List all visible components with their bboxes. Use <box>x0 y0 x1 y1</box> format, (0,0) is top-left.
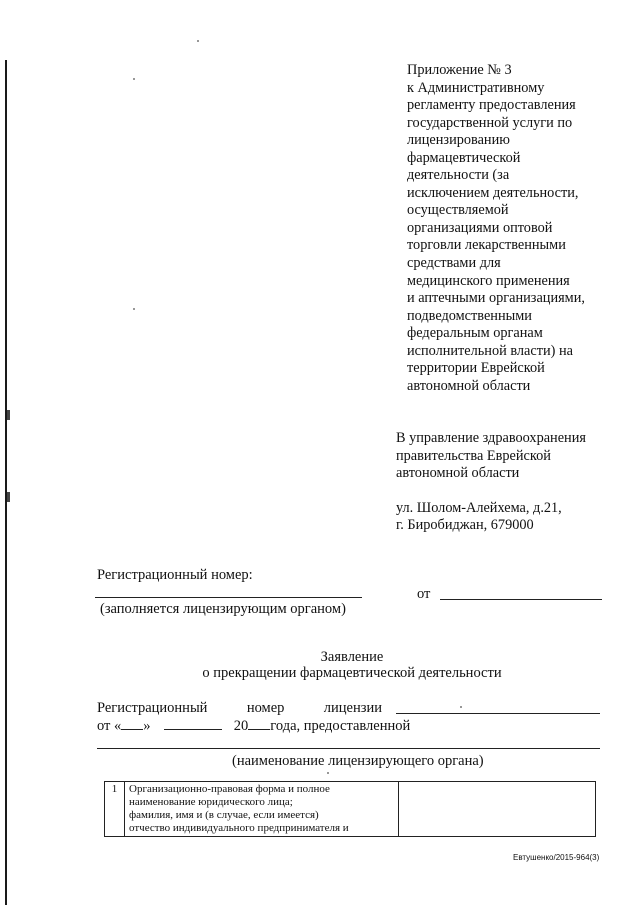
appendix-line: исключением деятельности, <box>407 184 579 201</box>
table-row-number: 1 <box>105 782 125 837</box>
license-label-word: лицензии <box>323 700 382 716</box>
table-desc-line: Организационно-правовая форма и полное <box>129 783 330 795</box>
scan-speck <box>197 40 199 42</box>
application-table <box>104 781 596 837</box>
license-date-prefix: от « <box>97 718 122 734</box>
appendix-line: Приложение № 3 <box>407 62 512 78</box>
addressee-org-line: В управление здравоохранения <box>396 430 586 446</box>
scan-mark <box>7 492 10 502</box>
license-month-field[interactable] <box>164 716 222 730</box>
appendix-line: средствами для <box>407 255 501 272</box>
registration-number-note: (заполняется лицензирующим органом) <box>100 601 346 617</box>
license-year-suffix: года, предоставленной <box>270 718 411 734</box>
license-label-word: номер <box>246 700 285 716</box>
scan-edge-line <box>5 60 7 905</box>
license-number-label <box>97 700 382 717</box>
table-row <box>105 782 596 837</box>
registration-number-label: Регистрационный номер: <box>97 567 253 583</box>
appendix-line: подведомственными <box>407 307 532 324</box>
addressee-org-line: правительства Еврейской <box>396 447 551 464</box>
appendix-line: территории Еврейской <box>407 360 545 377</box>
license-day-field[interactable] <box>121 716 143 730</box>
appendix-line: торговли лекарственными <box>407 237 566 254</box>
license-year-prefix: 20 <box>233 718 249 734</box>
appendix-block <box>407 62 622 395</box>
appendix-line: и аптечными организациями, <box>407 290 585 307</box>
appendix-line: федеральным органам <box>407 325 543 342</box>
registration-number-field[interactable] <box>95 597 362 598</box>
license-year-field[interactable] <box>248 716 270 730</box>
license-number-field[interactable] <box>396 713 600 714</box>
addressee-org-line: автономной области <box>396 465 520 481</box>
addressee-block <box>396 430 631 535</box>
scan-mark <box>7 410 10 420</box>
table-row-value[interactable] <box>399 782 596 837</box>
table-row-description <box>125 782 399 837</box>
appendix-line: фармацевтической <box>407 149 521 166</box>
scan-speck <box>133 78 135 80</box>
table-desc-line: фамилия, имя и (в случае, если имеется) <box>129 809 319 821</box>
scan-speck <box>327 772 329 774</box>
scan-speck <box>133 308 135 310</box>
license-date-close: » <box>143 718 151 734</box>
registration-date-label: от <box>417 586 431 602</box>
document-title: Заявление <box>320 649 384 665</box>
appendix-line: государственной услуги по <box>407 114 573 131</box>
license-label-word: Регистрационный <box>97 700 208 716</box>
appendix-line: автономной области <box>407 377 531 394</box>
appendix-line: лицензированию <box>407 132 510 149</box>
license-date-row <box>97 716 410 735</box>
appendix-line: медицинского применения <box>407 272 570 289</box>
addressee-address-line: ул. Шолом-Алейхема, д.21, <box>396 499 562 516</box>
appendix-line: организациями оптовой <box>407 219 553 236</box>
appendix-line: регламенту предоставления <box>407 97 576 114</box>
appendix-line: осуществляемой <box>407 202 509 219</box>
scan-speck <box>460 706 462 708</box>
appendix-line: исполнительной власти) на <box>407 342 573 359</box>
table-desc-line: наименование юридического лица; <box>129 796 293 808</box>
addressee-address-line: г. Биробиджан, 679000 <box>396 517 534 533</box>
registration-date-field[interactable] <box>440 599 602 600</box>
appendix-line: к Административному <box>407 79 545 96</box>
document-subtitle: о прекращении фармацевтической деятельности <box>202 665 502 681</box>
appendix-line: деятельности (за <box>407 167 510 184</box>
footer-code: Евтушенко/2015-964(3) <box>513 853 600 862</box>
table-desc-line: отчество индивидуального предпринимателя и <box>129 822 349 834</box>
issuer-name-note: (наименование лицензирующего органа) <box>232 753 484 769</box>
issuer-name-field[interactable] <box>97 748 600 749</box>
